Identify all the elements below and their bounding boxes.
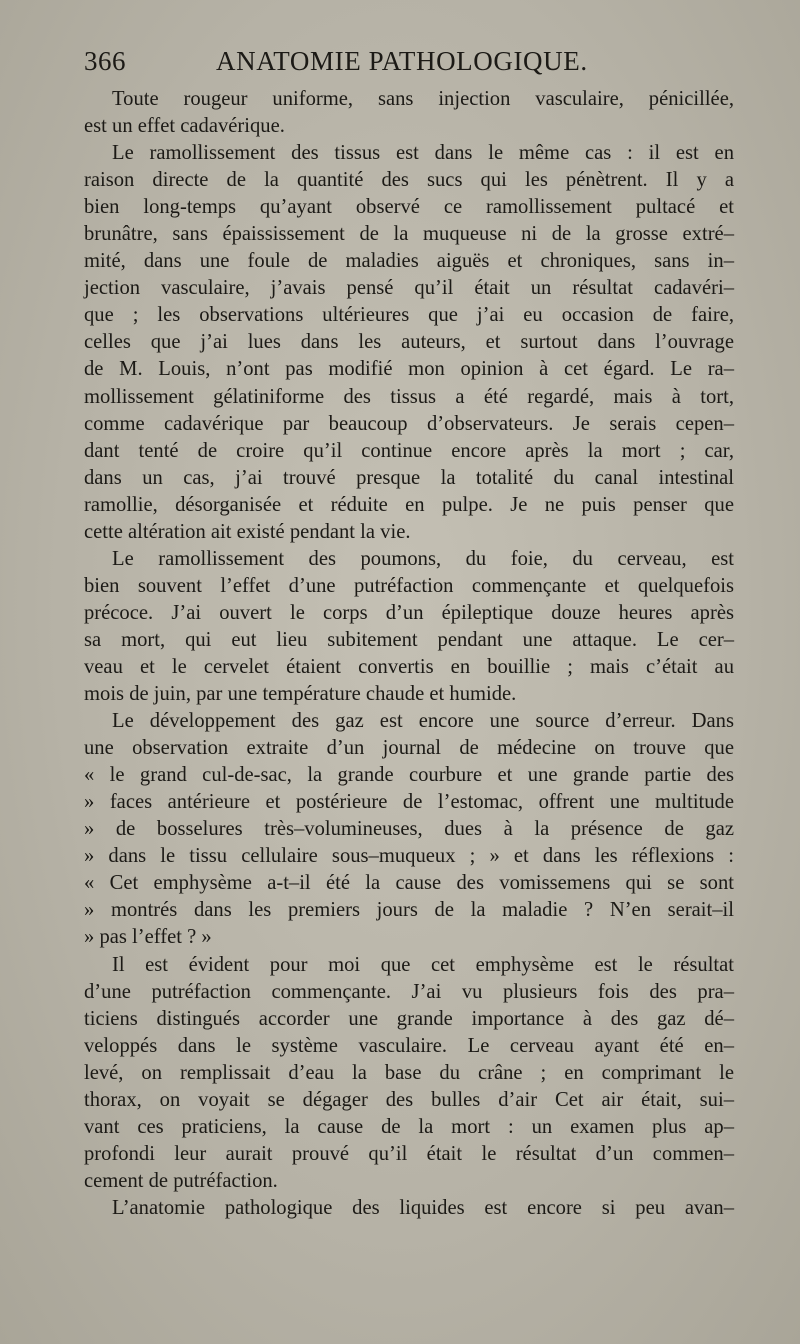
text-line: d’une putréfaction commençante. J’ai vu plusieurs fois des pra–	[84, 980, 734, 1003]
text-line: une observation extraite d’un journal de médecine on trouve que	[84, 737, 734, 760]
text-line: « le grand cul-de-sac, la grande courbure et une grande partie des	[84, 764, 734, 787]
text-line: mois de juin, par une température chaude et humide.	[84, 683, 517, 706]
text-line: Il est évident pour moi que cet emphysème est le résultat	[112, 953, 734, 976]
text-line: » faces antérieure et postérieure de l’estomac, offrent une multitude	[84, 791, 734, 814]
body-text	[84, 86, 734, 1222]
text-line: celles que j’ai lues dans les auteurs, et surtout dans l’ouvrage	[84, 331, 734, 354]
text-line: brunâtre, sans épaississement de la muqueuse ni de la grosse extré–	[84, 223, 734, 246]
text-line: veloppés dans le système vasculaire. Le cerveau ayant été en–	[84, 1034, 734, 1057]
text-line: » dans le tissu cellulaire sous–muqueux ; » et dans les réflexions :	[84, 845, 734, 868]
text-line: veau et le cervelet étaient convertis en bouillie ; mais c’était au	[84, 655, 734, 678]
running-title: ANATOMIE PATHOLOGIQUE.	[216, 46, 588, 76]
text-line: » montrés dans les premiers jours de la maladie ? N’en serait–il	[84, 899, 734, 922]
text-line: Le ramollissement des tissus est dans le même cas : il est en	[112, 142, 734, 165]
text-line: Le ramollissement des poumons, du foie, du cerveau, est	[112, 547, 734, 570]
text-line: raison directe de la quantité des sucs qui les pénètrent. Il y a	[84, 169, 734, 192]
text-line: jection vasculaire, j’avais pensé qu’il était un résultat cadavéri–	[84, 277, 734, 300]
text-line: mollissement gélatiniforme des tissus a été regardé, mais à tort,	[84, 385, 734, 408]
text-line: mité, dans une foule de maladies aiguës et chroniques, sans in–	[84, 250, 734, 273]
text-line: » pas l’effet ? »	[84, 926, 212, 949]
text-line: comme cadavérique par beaucoup d’observateurs. Je serais cepen–	[84, 412, 734, 435]
text-line: ramollie, désorganisée et réduite en pulpe. Je ne puis penser que	[84, 493, 734, 516]
text-line: cement de putréfaction.	[84, 1169, 278, 1192]
text-line: levé, on remplissait d’eau la base du crâne ; en comprimant le	[84, 1061, 734, 1084]
text-line: dant tenté de croire qu’il continue encore après la mort ; car,	[84, 439, 734, 462]
text-line: précoce. J’ai ouvert le corps d’un épileptique douze heures après	[84, 601, 734, 624]
text-line: bien long-temps qu’ayant observé ce ramollissement pultacé et	[84, 196, 734, 219]
text-line: ticiens distingués accorder une grande importance à des gaz dé–	[84, 1007, 734, 1030]
text-line: thorax, on voyait se dégager des bulles d’air Cet air était, sui–	[84, 1088, 734, 1111]
text-line: profondi leur aurait prouvé qu’il était le résultat d’un commen–	[84, 1142, 734, 1165]
text-line: Toute rougeur uniforme, sans injection vasculaire, pénicillée,	[112, 88, 734, 110]
text-line: est un effet cadavérique.	[84, 115, 285, 138]
page-number: 366	[84, 46, 126, 76]
text-line: vant ces praticiens, la cause de la mort : un examen plus ap–	[84, 1115, 734, 1138]
text-line: de M. Louis, n’ont pas modifié mon opinion à cet égard. Le ra–	[84, 358, 734, 381]
text-line: dans un cas, j’ai trouvé presque la totalité du canal intestinal	[84, 466, 734, 489]
text-line: cette altération ait existé pendant la vie.	[84, 520, 411, 543]
text-line: sa mort, qui eut lieu subitement pendant une attaque. Le cer–	[84, 628, 734, 651]
text-line: que ; les observations ultérieures que j’ai eu occasion de faire,	[84, 304, 734, 327]
page-header	[84, 46, 734, 82]
text-line: bien souvent l’effet d’une putréfaction commençante et quelquefois	[84, 574, 734, 597]
text-line: Le développement des gaz est encore une source d’erreur. Dans	[112, 710, 734, 733]
text-line: L’anatomie pathologique des liquides est encore si peu avan–	[112, 1196, 734, 1219]
text-line: « Cet emphysème a-t–il été la cause des vomissemens qui se sont	[84, 872, 734, 895]
text-line: » de bosselures très–volumineuses, dues à la présence de gaz	[84, 818, 734, 841]
